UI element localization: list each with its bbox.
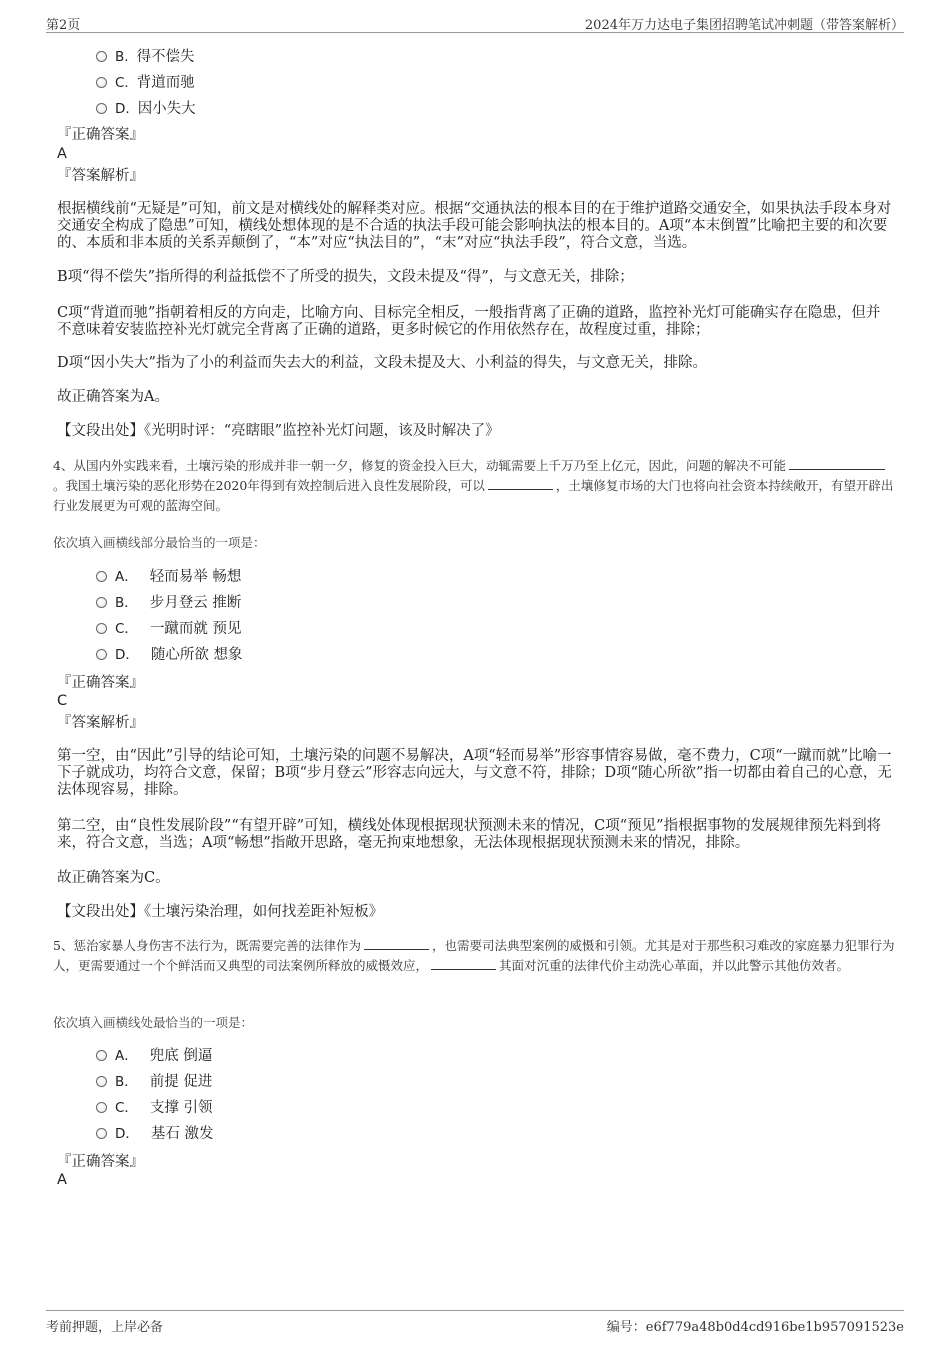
q3-source: 【文段出处】《光明时评：“亮瞎眼”监控补光灯问题，该及时解决了》 xyxy=(57,423,500,439)
footer-slogan: 考前押题，上岸必备 xyxy=(46,1320,164,1335)
q3-analysis-p4: D项“因小失大”指为了小的利益而失去大的利益，文段未提及大、小利益的得失，与文意无关，排除。 xyxy=(57,355,707,371)
q4-option-d[interactable]: D． 随心所欲 想象 xyxy=(96,645,243,665)
radio-icon[interactable] xyxy=(96,571,107,582)
radio-icon[interactable] xyxy=(96,597,107,608)
q3-analysis-p1: 根据横线前“无疑是”可知，前文是对横线处的解释类对应。根据“交通执法的根本目的在于维护道路交通安全，如果执法手段本身对交通安全构成了隐患”可知，横线处想体现的是不合适的执法手段可能会影响执法的根本目的。A项“本末倒置”比喻把主要的和次要的、本质和非本质的关系弄颠倒了，“本”对应“执法目的”，“末”对应“执法手段”，符合文意，当选。 xyxy=(57,201,892,251)
q5-answer: A xyxy=(57,1172,67,1188)
q4-stem: 4、从国内外实践来看，土壤污染的形成并非一朝一夕，修复的资金投入巨大，动辄需要上千万乃至上亿元，因此，问题的解决不可能。我国土壤污染的恶化形势在2020年得到有效控制后进入良性发展阶段，可以 ，土壤修复市场的大门也将向社会资本持续敞开，有望开辟出行业发展更为可观的蓝海空间。 xyxy=(53,458,894,513)
radio-icon[interactable] xyxy=(96,1128,107,1139)
q4-source: 【文段出处】《土壤污染治理，如何找差距补短板》 xyxy=(57,904,384,920)
document-title: 2024年万力达电子集团招聘笔试冲刺题（带答案解析） xyxy=(584,18,904,33)
q3-analysis-p3: C项“背道而驰”指朝着相反的方向走，比喻方向、目标完全相反，一般指背离了正确的道路，监控补光灯可能确实存在隐患，但并不意味着安装监控补光灯就完全背离了正确的道路，更多时候它的作用依然存在，故程度过重，排除； xyxy=(57,305,881,338)
q3-option-d[interactable]: D. 因小失大 xyxy=(96,99,196,119)
q5-stem: 5、惩治家暴人身伤害不法行为，既需要完善的法律作为 ，也需要司法典型案例的威慑和引领。尤其是对于那些积习难改的家庭暴力犯罪行为人，更需要通过一个个鲜活而又典型的司法案例所释放的威慑效应， 其面对沉重的法律代价主动洗心革面，并以此警示其他仿效者。 xyxy=(53,938,895,973)
q5-blank-2 xyxy=(431,957,496,970)
q3-analysis-conclusion: 故正确答案为A。 xyxy=(57,389,169,405)
q4-answer-label: 『正确答案』 xyxy=(57,675,144,691)
radio-icon[interactable] xyxy=(96,1102,107,1113)
q4-blank-2 xyxy=(488,477,553,490)
q3-analysis-p2: B项“得不偿失”指所得的利益抵偿不了所受的损失，文段未提及“得”，与文意无关，排除； xyxy=(57,269,634,285)
q4-answer: C xyxy=(57,693,68,709)
q4-analysis-conclusion: 故正确答案为C。 xyxy=(57,870,170,886)
page-footer xyxy=(46,1310,904,1335)
q5-option-b[interactable]: B． 前提 促进 xyxy=(96,1072,212,1092)
q4-option-b[interactable]: B． 步月登云 推断 xyxy=(96,593,241,613)
q4-analysis-label: 『答案解析』 xyxy=(57,715,144,731)
q5-answer-label: 『正确答案』 xyxy=(57,1154,144,1170)
q4-prompt: 依次填入画横线部分最恰当的一项是： xyxy=(53,535,266,550)
q5-option-a[interactable]: A． 兜底 倒逼 xyxy=(96,1046,212,1066)
radio-icon[interactable] xyxy=(96,623,107,634)
radio-icon[interactable] xyxy=(96,103,107,114)
radio-icon[interactable] xyxy=(96,77,107,88)
q5-blank-1 xyxy=(364,937,429,950)
q5-prompt: 依次填入画横线处最恰当的一项是： xyxy=(53,1015,254,1030)
q4-analysis-p1: 第一空，由“因此”引导的结论可知，土壤污染的问题不易解决，A项“轻而易举”形容事情容易做，毫不费力，C项“一蹴而就”比喻一下子就成功，均符合文意，保留；B项“步月登云”形容志向远大，与文意不符，排除；D项“随心所欲”指一切都由着自己的心意，无法体现容易，排除。 xyxy=(57,748,892,798)
q3-answer: A xyxy=(57,146,67,162)
q4-option-c[interactable]: C． 一蹴而就 预见 xyxy=(96,619,242,639)
q4-option-a[interactable]: A． 轻而易举 畅想 xyxy=(96,567,241,587)
q4-analysis-p2: 第二空，由“良性发展阶段”“有望开辟”可知，横线处体现根据现状预测未来的情况，C项“预见”指根据事物的发展规律预先料到将来，符合文意，当选；A项“畅想”指敞开思路，毫无拘束地想象，无法体现根据现状预测未来的情况，排除。 xyxy=(57,818,882,851)
q4-blank-1 xyxy=(789,457,885,470)
radio-icon[interactable] xyxy=(96,1050,107,1061)
q3-option-c[interactable]: C. 背道而驰 xyxy=(96,73,195,93)
radio-icon[interactable] xyxy=(96,51,107,62)
q3-answer-label: 『正确答案』 xyxy=(57,127,144,143)
document-id: 编号：e6f779a48b0d4cd916be1b957091523e xyxy=(606,1320,904,1335)
page-header xyxy=(46,12,904,33)
q3-analysis-label: 『答案解析』 xyxy=(57,168,144,184)
q5-option-d[interactable]: D． 基石 激发 xyxy=(96,1124,214,1144)
radio-icon[interactable] xyxy=(96,1076,107,1087)
page-number: 第2页 xyxy=(46,18,81,33)
q3-option-b[interactable]: B. 得不偿失 xyxy=(96,47,195,67)
q5-option-c[interactable]: C． 支撑 引领 xyxy=(96,1098,213,1118)
radio-icon[interactable] xyxy=(96,649,107,660)
